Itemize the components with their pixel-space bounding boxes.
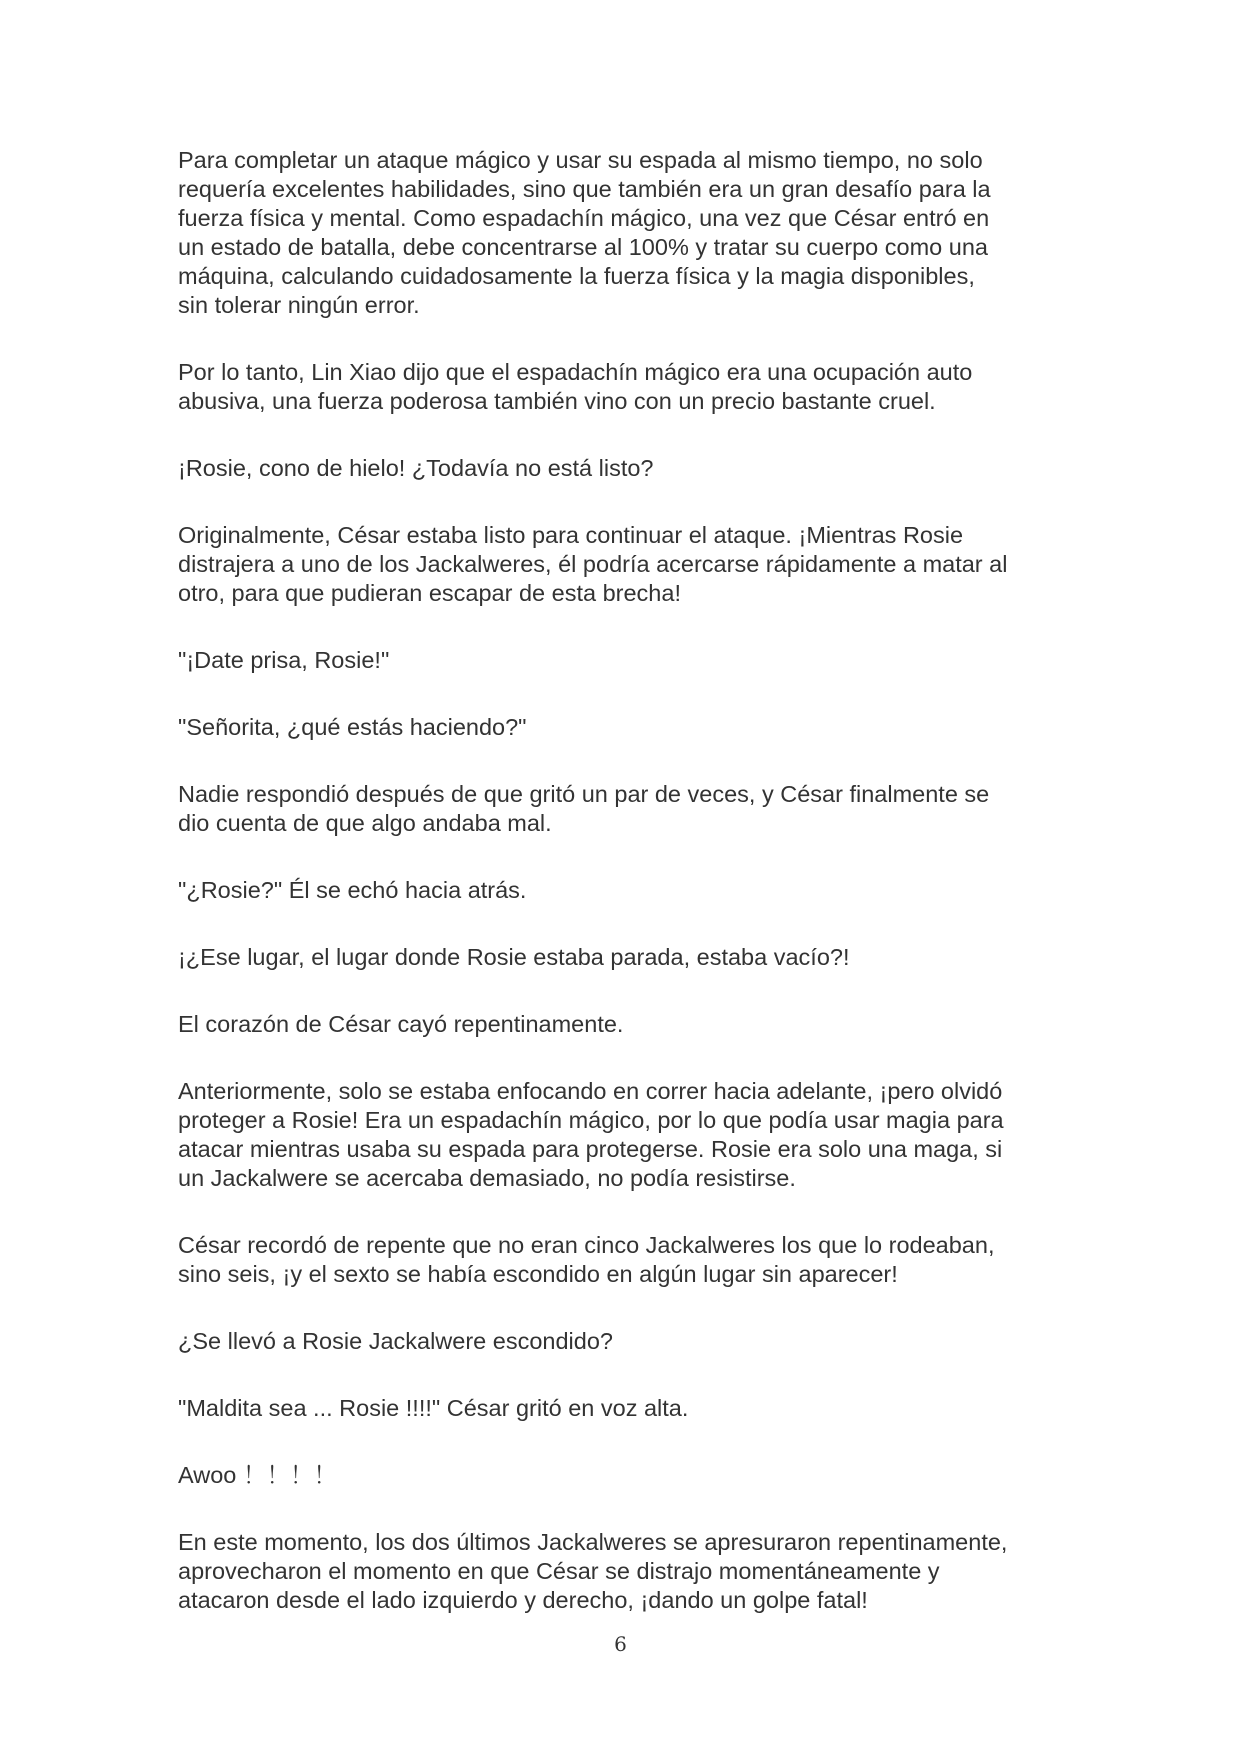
body-text (178, 146, 1078, 1653)
paragraph (178, 1010, 1078, 1039)
text-line: Originalmente, César estaba listo para continuar el ataque. ¡Mientras Rosie (178, 522, 964, 548)
text-line: "Señorita, ¿qué estás haciendo?" (178, 714, 527, 740)
paragraph (178, 713, 1078, 742)
text-line: sin tolerar ningún error. (178, 292, 420, 318)
text-line: "¿Rosie?" Él se echó hacia atrás. (178, 877, 527, 903)
text-line: proteger a Rosie! Era un espadachín mágico, por lo que podía usar magia para (178, 1107, 1004, 1133)
text-line: atacar mientras usaba su espada para protegerse. Rosie era solo una maga, si (178, 1136, 1003, 1162)
paragraph (178, 454, 1078, 483)
text-line: "Maldita sea ... Rosie !!!!" César gritó en voz alta. (178, 1395, 689, 1421)
paragraph (178, 1461, 1078, 1490)
text-line: un Jackalwere se acercaba demasiado, no podía resistirse. (178, 1165, 796, 1191)
text-line: abusiva, una fuerza poderosa también vino con un precio bastante cruel. (178, 388, 936, 414)
text-line: Anteriormente, solo se estaba enfocando en correr hacia adelante, ¡pero olvidó (178, 1078, 1003, 1104)
text-line: máquina, calculando cuidadosamente la fuerza física y la magia disponibles, (178, 263, 975, 289)
text-line: fuerza física y mental. Como espadachín mágico, una vez que César entró en (178, 205, 990, 231)
paragraph (178, 780, 1078, 838)
paragraph (178, 876, 1078, 905)
text-line: requería excelentes habilidades, sino que también era un gran desafío para la (178, 176, 991, 202)
page-number: 6 (614, 1632, 627, 1656)
paragraph (178, 358, 1078, 416)
text-line: Para completar un ataque mágico y usar su espada al mismo tiempo, no solo (178, 147, 983, 173)
text-line: El corazón de César cayó repentinamente. (178, 1011, 624, 1037)
text-line: dio cuenta de que algo andaba mal. (178, 810, 552, 836)
text-line: distrajera a uno de los Jackalweres, él podría acercarse rápidamente a matar al (178, 551, 1008, 577)
paragraph (178, 1077, 1078, 1193)
paragraph (178, 146, 1078, 320)
text-line: un estado de batalla, debe concentrarse al 100% y tratar su cuerpo como una (178, 234, 988, 260)
text-line: Awoo ！！！！ (178, 1462, 337, 1488)
paragraph (178, 1394, 1078, 1423)
text-line: otro, para que pudieran escapar de esta brecha! (178, 580, 681, 606)
text-line: "¡Date prisa, Rosie!" (178, 647, 390, 673)
paragraph (178, 1528, 1078, 1615)
text-line: aprovecharon el momento en que César se distrajo momentáneamente y (178, 1558, 940, 1584)
text-line: En este momento, los dos últimos Jackalweres se apresuraron repentinamente, (178, 1529, 1008, 1555)
text-line: sino seis, ¡y el sexto se había escondido en algún lugar sin aparecer! (178, 1261, 898, 1287)
text-line: Nadie respondió después de que gritó un par de veces, y César finalmente se (178, 781, 990, 807)
text-line: ¿Se llevó a Rosie Jackalwere escondido? (178, 1328, 613, 1354)
paragraph (178, 943, 1078, 972)
paragraph (178, 1231, 1078, 1289)
paragraph (178, 1327, 1078, 1356)
paragraph (178, 521, 1078, 608)
text-line: ¡Rosie, cono de hielo! ¿Todavía no está listo? (178, 455, 654, 481)
text-line: César recordó de repente que no eran cinco Jackalweres los que lo rodeaban, (178, 1232, 995, 1258)
paragraph (178, 646, 1078, 675)
text-line: Por lo tanto, Lin Xiao dijo que el espadachín mágico era una ocupación auto (178, 359, 973, 385)
text-line: ¡¿Ese lugar, el lugar donde Rosie estaba parada, estaba vacío?! (178, 944, 850, 970)
text-line: atacaron desde el lado izquierdo y derecho, ¡dando un golpe fatal! (178, 1587, 868, 1613)
